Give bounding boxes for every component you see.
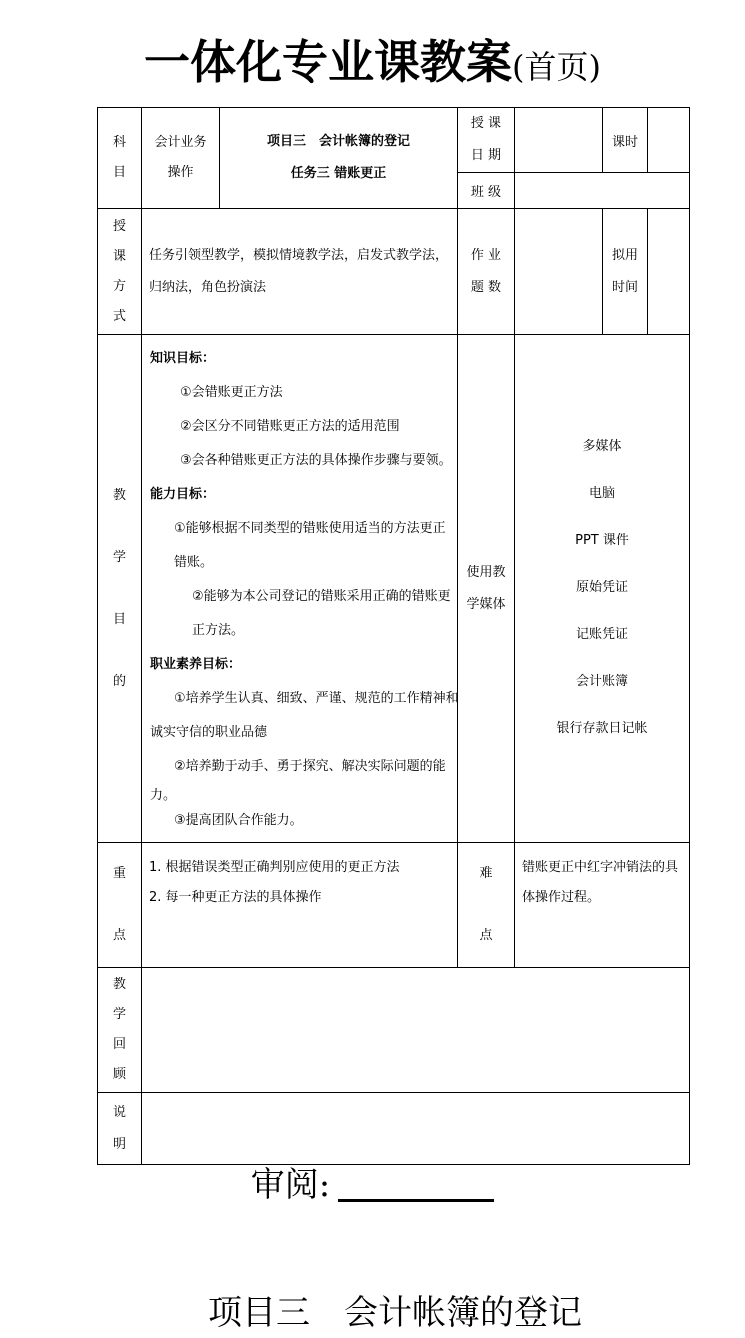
homework-label: 作 业 题 数 bbox=[458, 209, 515, 335]
hours-value bbox=[648, 108, 690, 173]
media-item: 记账凭证 bbox=[575, 627, 628, 642]
class-label: 班 级 bbox=[458, 173, 515, 209]
planned-time-label: 拟用 时间 bbox=[603, 209, 648, 335]
key-points bbox=[142, 843, 458, 968]
quality-item: ③提高团队合作能力。 bbox=[174, 812, 303, 828]
method-label: 授 课 方 式 bbox=[98, 209, 142, 335]
ability-item: ①能够根据不同类型的错账使用适当的方法更正 bbox=[174, 520, 446, 536]
objective-label: 教 学 目 的 bbox=[98, 335, 142, 843]
media-label: 使用教 学媒体 bbox=[458, 335, 515, 843]
review-label: 教 学 回 顾 bbox=[98, 968, 142, 1093]
quality-item: ②培养勤于动手、勇于探究、解决实际问题的能 bbox=[174, 758, 446, 774]
ability-item: 正方法。 bbox=[192, 622, 245, 638]
media-item: 银行存款日记帐 bbox=[556, 721, 648, 736]
method-value: 任务引领型教学，模拟情境教学法，启发式教学法，归纳法，角色扮演法 bbox=[142, 209, 458, 335]
ability-item: ②能够为本公司登记的错账采用正确的错账更 bbox=[192, 588, 451, 604]
hours-label: 课时 bbox=[603, 108, 648, 173]
media-item: PPT 课件 bbox=[575, 533, 629, 548]
difficulty-value: 错账更正中红字冲销法的具体操作过程。 bbox=[515, 843, 690, 968]
review-value bbox=[142, 968, 690, 1093]
key-label: 重 点 bbox=[98, 843, 142, 968]
note-label: 说 明 bbox=[98, 1093, 142, 1165]
media-list bbox=[515, 335, 690, 843]
lesson-plan-table bbox=[97, 107, 690, 1165]
subject-value: 会计业务 操作 bbox=[142, 108, 220, 209]
review-sign-label: 审阅: bbox=[250, 1165, 331, 1205]
page-title bbox=[0, 30, 745, 99]
date-value bbox=[515, 108, 603, 173]
quality-item: 诚实守信的职业品德 bbox=[150, 724, 268, 740]
quality-item: 力。 bbox=[150, 787, 177, 803]
ability-item: 错账。 bbox=[174, 554, 214, 570]
subject-label: 科 目 bbox=[98, 108, 142, 209]
planned-time-value bbox=[648, 209, 690, 335]
title-sub: (首页) bbox=[512, 48, 601, 86]
knowledge-item: ③会各种错账更正方法的具体操作步骤与要领。 bbox=[180, 452, 452, 468]
course-title: 项目三 会计帐簿的登记 任务三 错账更正 bbox=[220, 108, 458, 209]
media-item: 会计账簿 bbox=[575, 674, 628, 689]
review-signature bbox=[0, 1160, 745, 1210]
title-main: 一体化专业课教案 bbox=[144, 35, 512, 89]
key-point: 1. 根据错误类型正确判别应使用的更正方法 bbox=[149, 860, 400, 875]
knowledge-item: ②会区分不同错账更正方法的适用范围 bbox=[180, 418, 400, 434]
knowledge-title: 知识目标： bbox=[150, 350, 216, 366]
section-title: 项目三 会计帐簿的登记 bbox=[208, 1293, 582, 1333]
class-value bbox=[515, 173, 690, 209]
homework-value bbox=[515, 209, 603, 335]
objectives bbox=[142, 335, 458, 843]
signature-line bbox=[338, 1173, 494, 1202]
media-item: 原始凭证 bbox=[575, 580, 628, 595]
media-item: 电脑 bbox=[588, 486, 615, 501]
media-item: 多媒体 bbox=[582, 439, 622, 454]
date-label: 授 课 日 期 bbox=[458, 108, 515, 173]
key-point: 2. 每一种更正方法的具体操作 bbox=[149, 890, 322, 905]
difficulty-label: 难 点 bbox=[458, 843, 515, 968]
quality-item: ①培养学生认真、细致、严谨、规范的工作精神和 bbox=[174, 690, 459, 706]
note-value bbox=[142, 1093, 690, 1165]
quality-title: 职业素养目标： bbox=[150, 656, 242, 672]
knowledge-item: ①会错账更正方法 bbox=[180, 384, 283, 400]
ability-title: 能力目标： bbox=[150, 486, 216, 502]
